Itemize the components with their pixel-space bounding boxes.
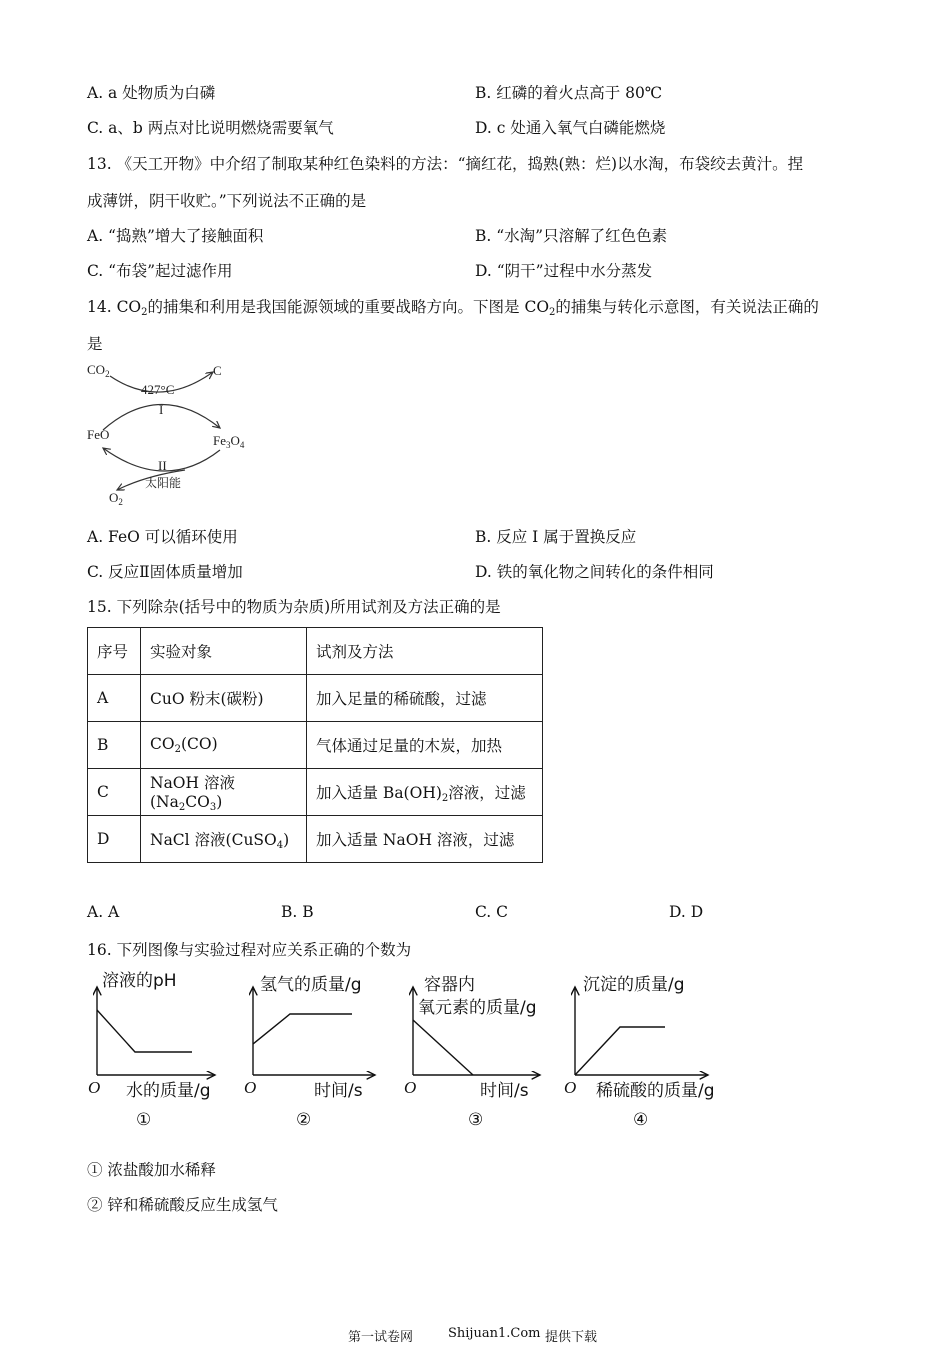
table-header-row (88, 628, 543, 675)
row-id: A (88, 675, 141, 722)
footer-site-cn: 第一试卷网 (348, 1330, 414, 1345)
header-id: 序号 (88, 628, 141, 675)
graph3-line (413, 1020, 473, 1075)
table-row (88, 769, 543, 816)
table-row (88, 816, 543, 863)
q13-stem-line1: 13. 《天工开物》中介绍了制取某种红色染料的方法：“摘红花，捣熟(熟：烂)以水淘，布袋绞去黄汁。捏 (87, 155, 804, 173)
q12-option-d: D. c 处通入氧气白磷能燃烧 (475, 119, 666, 137)
graph4-ylabel: 沉淀的质量/g (583, 975, 685, 995)
row-object: NaOH 溶液$(Na_2CO_3)$ (141, 769, 307, 816)
graph4-number: ④ (633, 1110, 649, 1129)
label-reaction-ii: II (158, 458, 167, 473)
q13-option-a: A. “捣熟”增大了接触面积 (87, 227, 264, 245)
q16-item1: ① 浓盐酸加水稀释 (87, 1161, 216, 1179)
graph2-number: ② (296, 1110, 312, 1129)
q13-option-c: C. “布袋”起过滤作用 (87, 262, 233, 280)
q13-option-d: D. “阴干”过程中水分蒸发 (475, 262, 653, 280)
q15-option-d: D. D (669, 903, 704, 921)
label-solar: 太阳能 (145, 476, 182, 490)
q14-option-d: D. 铁的氧化物之间转化的条件相同 (475, 563, 714, 581)
label-feo: FeO (87, 427, 110, 442)
row-method: 加入适量 $Ba(OH)_2$溶液，过滤 (307, 769, 543, 816)
q14-option-a: A. FeO 可以循环使用 (87, 528, 238, 546)
graph2-ylabel: 氢气的质量/g (260, 975, 362, 995)
label-o2: $O_2$ (109, 490, 123, 507)
row-id: D (88, 816, 141, 863)
row-object: $CO_2(CO)$ (141, 722, 307, 769)
graph3-number: ③ (468, 1110, 484, 1129)
q14-stem-line1: 14. $CO_2$的捕集和利用是我国能源领域的重要战略方向。下图是 $CO_2$的捕集与转化示意图，有关说法正确的 (87, 298, 819, 318)
graph1-origin: O (88, 1078, 101, 1097)
q16-graphs (80, 962, 740, 1132)
graph3-origin: O (404, 1078, 417, 1097)
q15-option-a: A. A (87, 903, 120, 921)
graph3-ylabel-2: 氧元素的质量/g (418, 998, 537, 1018)
q16-stem: 16. 下列图像与实验过程对应关系正确的个数为 (87, 941, 412, 959)
row-method: 气体通过足量的木炭，加热 (307, 722, 543, 769)
q15-option-c: C. C (475, 903, 509, 921)
q14-option-b: B. 反应 I 属于置换反应 (475, 528, 637, 546)
graph1-xlabel: 水的质量/g (126, 1081, 211, 1101)
row-object: NaCl 溶液(CuSO$_4$) (141, 816, 307, 863)
q15-table (87, 627, 543, 863)
table-row (88, 722, 543, 769)
graph2-line (253, 1014, 352, 1044)
q15-option-b: B. B (281, 903, 314, 921)
table-row (88, 675, 543, 722)
label-fe3o4: $Fe_3O_4$ (213, 433, 245, 450)
svg-text:CO2: $CO_2$ (87, 362, 110, 379)
graph3-ylabel-1: 容器内 (424, 975, 475, 995)
q14-stem-line2: 是 (87, 335, 103, 353)
footer-provide: 提供下载 (545, 1330, 598, 1345)
q13-option-b: B. “水淘”只溶解了红色色素 (475, 227, 668, 245)
co2-conversion-diagram (85, 358, 265, 510)
footer-site-en: Shijuan1.Com (448, 1326, 541, 1341)
q12-option-b: B. 红磷的着火点高于 80℃ (475, 84, 663, 102)
label-c: C (213, 363, 222, 378)
row-id: B (88, 722, 141, 769)
row-method: 加入适量 NaOH 溶液，过滤 (307, 816, 543, 863)
q15-stem: 15. 下列除杂(括号中的物质为杂质)所用试剂及方法正确的是 (87, 598, 501, 616)
q12-option-a: A. a 处物质为白磷 (87, 84, 216, 102)
graph2-origin: O (244, 1078, 257, 1097)
label-427c: 427°C (141, 382, 175, 397)
header-object: 实验对象 (141, 628, 307, 675)
q16-item2: ② 锌和稀硫酸反应生成氢气 (87, 1196, 278, 1214)
row-method: 加入足量的稀硫酸，过滤 (307, 675, 543, 722)
label-reaction-i: I (159, 402, 164, 417)
label-co2: CO (87, 362, 106, 377)
graph4-xlabel: 稀硫酸的质量/g (596, 1081, 715, 1101)
graph4-origin: O (564, 1078, 577, 1097)
graph4-line (575, 1027, 665, 1075)
q12-option-c: C. a、b 两点对比说明燃烧需要氧气 (87, 119, 334, 137)
graph1-ylabel: 溶液的pH (102, 971, 177, 991)
row-object: CuO 粉末(碳粉) (141, 675, 307, 722)
q13-stem-line2: 成薄饼，阴干收贮。”下列说法不正确的是 (87, 192, 367, 210)
header-method: 试剂及方法 (307, 628, 543, 675)
q14-option-c: C. 反应Ⅱ固体质量增加 (87, 563, 243, 581)
graph2-xlabel: 时间/s (314, 1081, 363, 1101)
row-id: C (88, 769, 141, 816)
graph3-xlabel: 时间/s (480, 1081, 529, 1101)
graph1-number: ① (136, 1110, 152, 1129)
graph1-line (97, 1010, 192, 1052)
